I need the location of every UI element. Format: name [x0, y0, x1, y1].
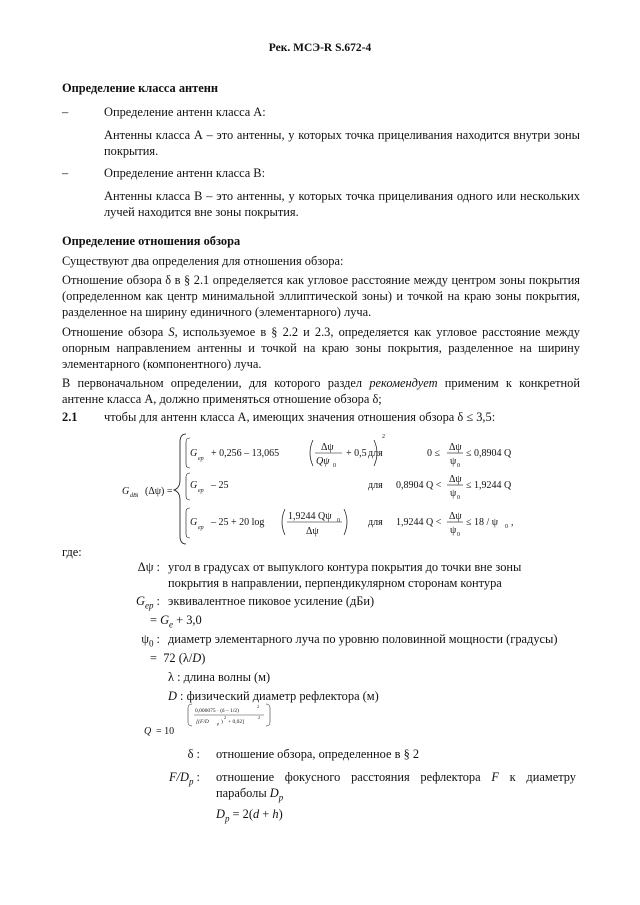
clause-number: 2.1: [62, 410, 78, 424]
page-header: Рек. МСЭ-R S.672-4: [268, 42, 372, 54]
formula-r2-sub: ep: [198, 488, 204, 494]
formula-r1-cond-pre: 0 ≤: [427, 448, 440, 459]
q-eq: = 10: [156, 726, 175, 737]
formula-r2-frac-den-sub: 0: [457, 495, 460, 501]
q-den-sub: p: [217, 721, 219, 726]
formula-r3-frac-num: Δψ: [449, 511, 462, 522]
formula-r2-cond-post: ≤ 1,9244 Q: [466, 480, 512, 491]
clause-text: чтобы для антенн класса А, имеющих значения отношения обзора δ ≤ 3,5:: [104, 410, 496, 424]
def-dp-equation: $D_p = 2(d + h)$: [216, 807, 283, 824]
paragraph-delta-definition: Отношение обзора δ в § 2.1 определяется как угловое расстояние между центром зоны покрытия (определенном как центр минимальной эллиптической зоны) и точкой на краю зоны покрытия, разделенное на ширину единичного (элементарного) луча.: [62, 273, 580, 319]
formula-r3-sub: ep: [198, 525, 204, 531]
formula-r1-dlya: для: [368, 448, 383, 459]
q-formula: [140, 700, 300, 740]
formula-r1-frac-den-sub: 0: [457, 463, 460, 469]
def-psi0-text: диаметр элементарного луча по уровню половинной мощности (градусы): [168, 632, 558, 646]
gain-formula: [100, 428, 540, 546]
formula-r3-frac-den: ψ: [450, 525, 457, 536]
formula-r1-num: Δψ: [321, 442, 334, 453]
formula-r3-den: Δψ: [306, 526, 319, 537]
paragraph-initial-definition: В первоначальном определении, для которого раздел рекомендует применим к конкретной антенне класса А, должно применяться отношение обзора δ;: [62, 376, 580, 406]
formula-r1-add: + 0,5: [346, 448, 367, 459]
paragraph-two-definitions: Существуют два определения для отношения обзора:: [62, 254, 344, 268]
formula-r1-frac-den: ψ: [450, 456, 457, 467]
formula-r2-cond-pre: 0,8904 Q <: [396, 480, 442, 491]
where-label: где:: [62, 545, 82, 559]
def-gep-equation: = $G_e + 3,0$: [150, 613, 202, 630]
def-gep-text: эквивалентное пиковое усиление (дБи): [168, 594, 375, 608]
formula-r3-dlya: для: [368, 517, 383, 528]
def-gep-symbol: $G_{ep}$ :: [136, 594, 160, 611]
q-den-exp: 2: [224, 715, 226, 720]
q-den-tail-exp: 2: [258, 715, 260, 720]
formula-r1-cond-post: ≤ 0,8904 Q: [466, 448, 512, 459]
formula-lhs-sub: dBi: [130, 493, 139, 499]
formula-r1-g: G: [190, 448, 198, 459]
bullet-dash: –: [62, 166, 69, 180]
formula-r3-cond-pre: 1,9244 Q <: [396, 517, 442, 528]
formula-r1-sub: ep: [198, 456, 204, 462]
formula-r2-rest: – 25: [211, 480, 229, 491]
bullet-dash: –: [62, 105, 69, 119]
formula-r3-g: G: [190, 517, 198, 528]
def-delta-text: отношение обзора, определенное в § 2: [216, 747, 420, 761]
q-den-tail: + 0,02]: [228, 719, 244, 725]
formula-r1-den-sub: 0: [333, 463, 336, 469]
def-lambda: λ : длина волны (м): [168, 670, 271, 684]
item-class-b-text: Антенны класса В – это антенны, у которых точка прицеливания одного или нескольких лучей находится вне зоны покрытия.: [104, 189, 580, 219]
formula-r1-frac-num: Δψ: [449, 442, 462, 453]
formula-r2-frac-den: ψ: [450, 488, 457, 499]
q-num: 0,000075 · (δ – 1/2): [195, 708, 239, 714]
formula-r3-rest: – 25 + 20 log: [211, 517, 265, 528]
paragraph-s-definition: Отношение обзора S, используемое в § 2.2 и 2.3, определяется как угловое расстояние между опорным направлением антенны и точкой на краю зоны покрытия, разделенное на ширину элементарного (компонентного) луча.: [62, 325, 580, 371]
def-psi0-symbol: $\psi_0$ :: [141, 632, 160, 649]
def-delta-symbol: δ :: [187, 747, 200, 761]
def-fdp-text: отношение фокусного расстояния рефлектора F к диаметру параболы $D_p$: [216, 770, 576, 803]
q-num-exp: 2: [257, 704, 259, 709]
def-fdp-symbol: $F/D_p$ :: [168, 770, 200, 787]
formula-r3-num: 1,9244 Qψ: [288, 511, 332, 522]
formula-r1-exp: 2: [382, 434, 385, 440]
q-den: [(F/D: [196, 719, 209, 725]
formula-r1-rest: + 0,256 – 13,065: [211, 448, 280, 459]
formula-r2-g: G: [190, 480, 198, 491]
item-class-b-heading: Определение антенн класса В:: [104, 166, 266, 180]
formula-r2-frac-num: Δψ: [449, 474, 462, 485]
item-class-a-heading: Определение антенн класса А:: [104, 105, 266, 119]
formula-r3-num-sub: 0: [337, 518, 340, 524]
q-den-rest: ): [221, 719, 223, 725]
q-lhs: Q: [144, 726, 152, 737]
section-title-scan-ratio: Определение отношения обзора: [62, 234, 241, 248]
formula-lhs-g: G: [122, 486, 130, 497]
def-psi0-equation: = 72 (λ/D): [150, 651, 206, 665]
section-title-antenna-class: Определение класса антенн: [62, 81, 219, 95]
formula-brace: [174, 434, 186, 544]
formula-lhs-arg: (Δψ) =: [145, 486, 173, 497]
formula-r3-cond-post: ≤ 18 / ψ: [466, 517, 499, 528]
formula-r2-dlya: для: [368, 480, 383, 491]
def-dpsi-symbol: Δψ :: [137, 560, 160, 574]
def-d: D : физический диаметр рефлектора (м): [168, 689, 379, 703]
def-dpsi-text: угол в градусах от выпуклого контура покрытия до точки вне зоны покрытия в направлении, перпендикулярном сторонам контура: [168, 560, 522, 590]
formula-r3-frac-den-sub: 0: [457, 532, 460, 538]
formula-r3-cond-sub: 0: [505, 524, 508, 530]
item-class-a-text: Антенны класса А – это антенны, у которых точка прицеливания находится внутри зоны покрытия.: [104, 128, 580, 158]
formula-r1-den: Qψ: [316, 456, 330, 467]
formula-r3-cond-end: ,: [511, 517, 514, 528]
